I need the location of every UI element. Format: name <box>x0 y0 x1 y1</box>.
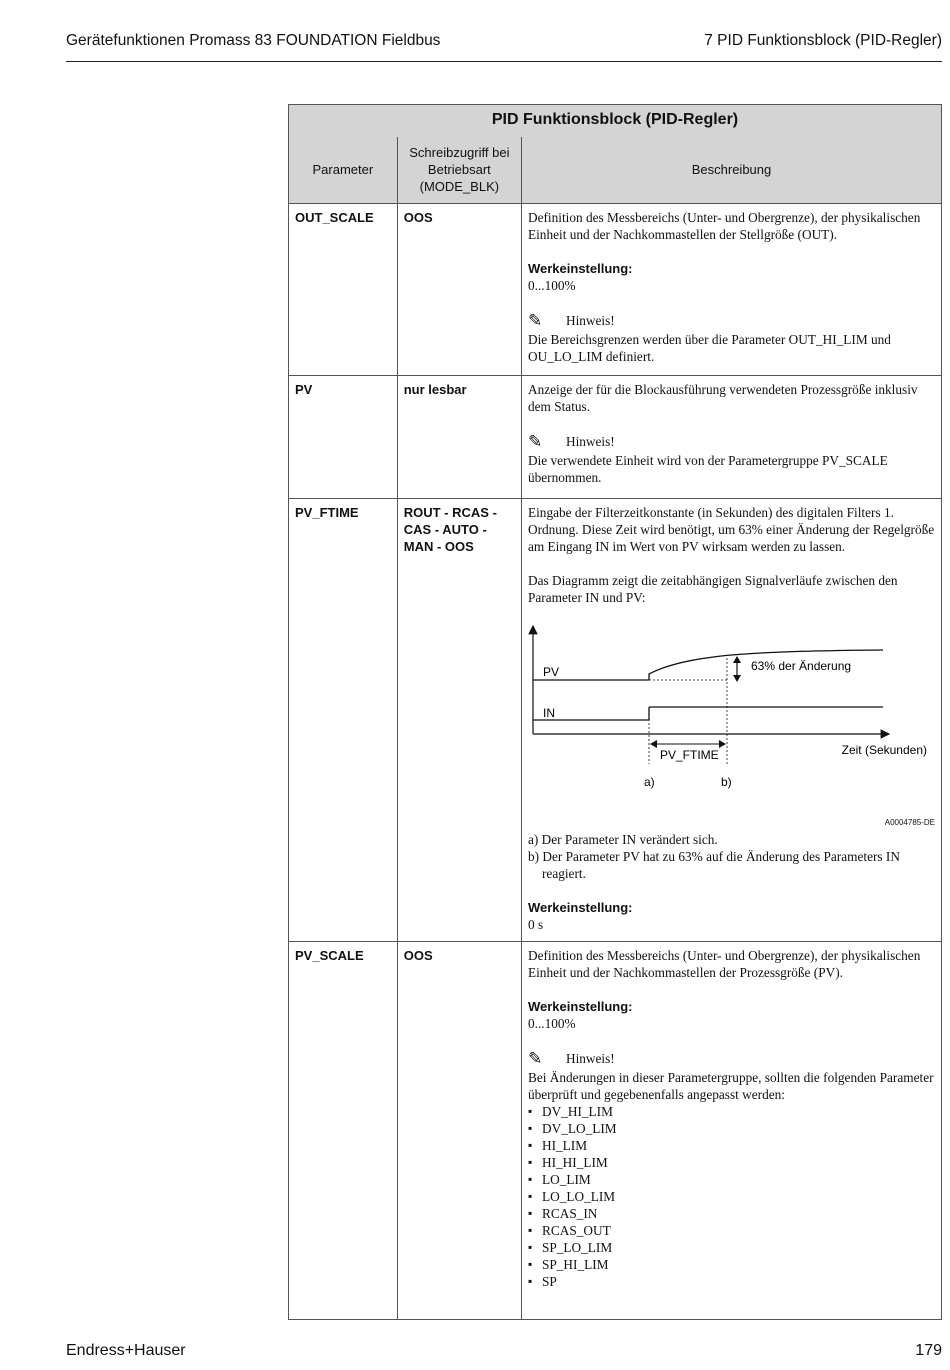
description-text: Anzeige der für die Blockausführung verwendeten Prozessgröße inklusiv dem Status. <box>527 381 918 414</box>
header-left-title: Gerätefunktionen Promass 83 FOUNDATION Fieldbus <box>66 32 441 49</box>
column-header-mode: Schreibzugriff bei Betriebsart (MODE_BLK) <box>397 137 521 203</box>
column-header-parameter: Parameter <box>289 137 398 203</box>
ftime-label: PV_FTIME <box>659 747 719 762</box>
hint <box>528 311 935 331</box>
list-item: ▪ LO_LIM <box>528 1171 935 1188</box>
param-mode: nur lesbar <box>397 375 521 498</box>
list-item: ▪ RCAS_IN <box>528 1205 935 1222</box>
hint-label: Hinweis! <box>565 313 615 328</box>
list-item: ▪ LO_LO_LIM <box>528 1188 935 1205</box>
hint <box>528 432 935 452</box>
factory-value: 0...100% <box>527 1015 576 1031</box>
note-b: b) Der Parameter PV hat zu 63% auf die Änderung des Parameters IN reagiert. <box>527 848 900 881</box>
list-item: ▪ HI_HI_LIM <box>528 1154 935 1171</box>
param-description <box>521 203 941 375</box>
marker-a-label: a) <box>643 774 655 789</box>
param-mode: OOS <box>397 203 521 375</box>
header-right-title: 7 PID Funktionsblock (PID-Regler) <box>704 32 942 49</box>
list-item: ▪ RCAS_OUT <box>528 1222 935 1239</box>
list-item: ▪ SP_HI_LIM <box>528 1256 935 1273</box>
pencil-icon: ✎ <box>527 1049 543 1068</box>
description-text: Definition des Messbereichs (Unter- und Obergrenze), der physikalischen Einheit und der Nachkommastellen der Stellgröße (OUT). <box>527 209 921 242</box>
factory-label: Werkeinstellung: <box>527 998 633 1014</box>
param-description <box>521 498 941 941</box>
page-number: 179 <box>915 1342 942 1359</box>
page-header <box>66 32 942 62</box>
table-row <box>289 941 942 1319</box>
hint <box>528 1049 935 1069</box>
list-item: ▪ HI_LIM <box>528 1137 935 1154</box>
factory-label: Werkeinstellung: <box>527 899 633 915</box>
footer-brand: Endress+Hauser <box>66 1342 186 1359</box>
parameter-list <box>528 1103 935 1290</box>
list-item: ▪ DV_LO_LIM <box>528 1120 935 1137</box>
param-mode: ROUT - RCAS - CAS - AUTO - MAN - OOS <box>397 498 521 941</box>
pencil-icon: ✎ <box>527 311 543 330</box>
column-header-description: Beschreibung <box>521 137 941 203</box>
param-name: PV <box>289 375 398 498</box>
time-axis-label: Zeit (Sekunden) <box>841 742 927 757</box>
pv-label: PV <box>542 664 559 679</box>
in-label: IN <box>542 705 555 720</box>
table-row <box>289 375 942 498</box>
list-item: ▪ DV_HI_LIM <box>528 1103 935 1120</box>
factory-value: 0 s <box>527 916 544 932</box>
factory-label: Werkeinstellung: <box>527 260 633 276</box>
description-text: Definition des Messbereichs (Unter- und Obergrenze), der physikalischen Einheit und der Nachkommastellen der Prozessgröße (PV). <box>527 947 921 980</box>
param-name: PV_FTIME <box>289 498 398 941</box>
marker-b-label: b) <box>720 774 732 789</box>
signal-diagram <box>527 616 935 816</box>
list-item: ▪ SP <box>528 1273 935 1290</box>
param-description <box>521 941 941 1319</box>
hint-label: Hinweis! <box>565 1051 615 1066</box>
param-name: OUT_SCALE <box>289 203 398 375</box>
signal-diagram-svg <box>527 616 935 816</box>
table-row <box>289 498 942 941</box>
param-description <box>521 375 941 498</box>
hint-text: Die Bereichsgrenzen werden über die Parameter OUT_HI_LIM und OU_LO_LIM definiert. <box>527 331 891 364</box>
factory-value: 0...100% <box>527 277 576 293</box>
description-text: Eingabe der Filterzeitkonstante (in Sekunden) des digitalen Filters 1. Ordnung. Diese Zeit wird benötigt, um 63% einer Änderung der Regelgröße am Eingang IN im Wert von PV wirksam werden zu lassen. <box>527 504 935 554</box>
table-title: PID Funktionsblock (PID-Regler) <box>289 105 942 138</box>
param-name: PV_SCALE <box>289 941 398 1319</box>
list-item: ▪ SP_LO_LIM <box>528 1239 935 1256</box>
figure-code: A0004785-DE <box>884 817 935 827</box>
pencil-icon: ✎ <box>527 432 543 451</box>
hint-text: Die verwendete Einheit wird von der Parametergruppe PV_SCALE übernommen. <box>527 452 888 485</box>
table-row <box>289 203 942 375</box>
parameter-table <box>288 104 942 1320</box>
param-mode: OOS <box>397 941 521 1319</box>
description-text-2: Das Diagramm zeigt die zeitabhängigen Signalverläufe zwischen den Parameter IN und PV: <box>527 572 898 605</box>
note-a: a) Der Parameter IN verändert sich. <box>527 831 718 847</box>
hint-label: Hinweis! <box>565 434 615 449</box>
hint-text: Bei Änderungen in dieser Parametergruppe, sollten die folgenden Parameter überprüft und gegebenenfalls angepasst werden: <box>527 1069 934 1102</box>
change-label: 63% der Änderung <box>750 658 852 673</box>
